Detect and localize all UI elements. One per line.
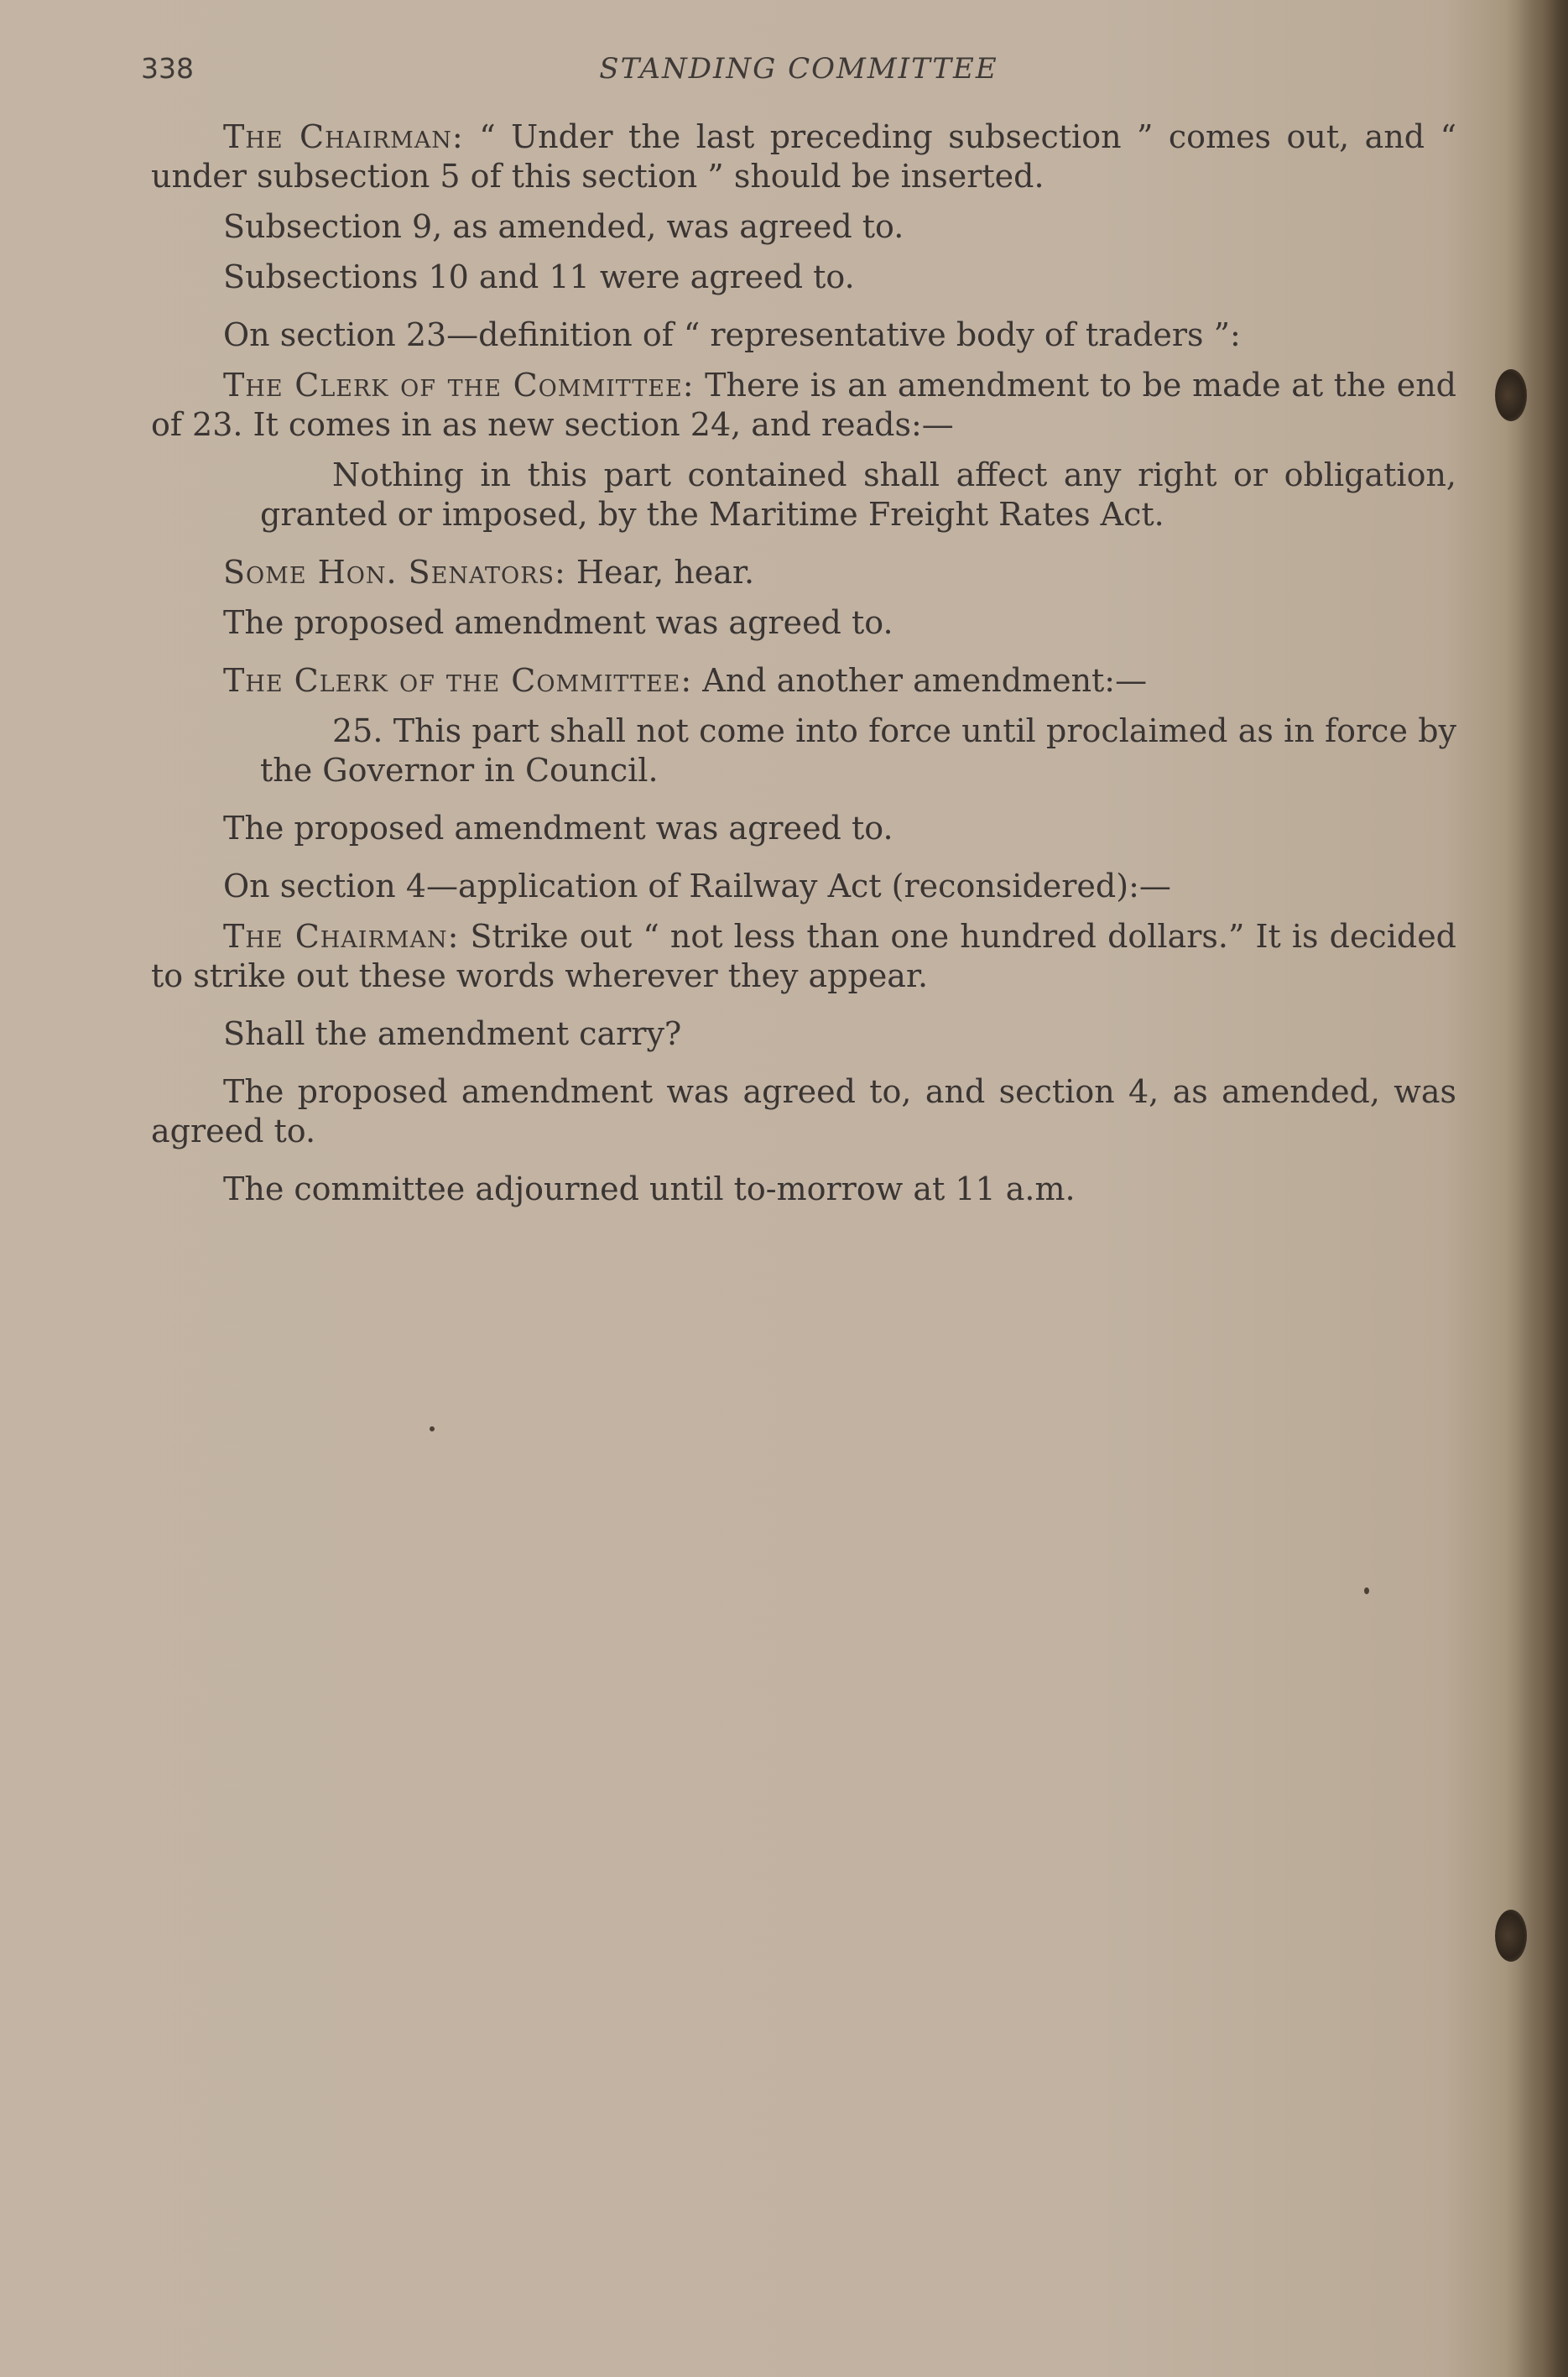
paragraph	[151, 603, 1456, 643]
speaker-name: The Chairman:	[223, 918, 460, 955]
paragraph-text: On section 4—application of Railway Act (reconsidered):—	[223, 868, 1171, 904]
running-head: STANDING COMMITTEE	[599, 52, 998, 86]
paragraph-text: The committee adjourned until to-morrow at 11 a.m.	[223, 1170, 1076, 1207]
paragraph-text: 25. This part shall not come into force until proclaimed as in force by the Governor in Council.	[260, 712, 1456, 789]
paragraph-text: Hear, hear.	[565, 554, 755, 591]
paragraph	[151, 553, 1456, 592]
paragraph	[151, 809, 1456, 848]
paragraph	[151, 315, 1456, 355]
paragraph-text: Nothing in this part contained shall affect any right or obligation, granted or imposed, by the Maritime Freight Rates Act.	[260, 456, 1456, 533]
paragraph-text: “ Under the last preceding subsection ” comes out, and “ under subsection 5 of this section ” should be inserted.	[151, 118, 1456, 195]
paragraph-text: Shall the amendment carry?	[223, 1015, 682, 1052]
paragraph-text: Subsections 10 and 11 were agreed to.	[223, 258, 855, 295]
paragraph	[151, 366, 1456, 445]
paragraph	[151, 661, 1456, 701]
page-number: 338	[141, 52, 194, 85]
paragraph	[151, 917, 1456, 996]
paragraph	[151, 258, 1456, 297]
paragraph-text: The proposed amendment was agreed to, and section 4, as amended, was agreed to.	[151, 1073, 1456, 1149]
paragraph	[151, 867, 1456, 906]
paper-speck	[1364, 1587, 1369, 1594]
page-header	[141, 52, 1456, 94]
paragraph-text: Subsection 9, as amended, was agreed to.	[223, 208, 904, 245]
paragraph-text: The proposed amendment was agreed to.	[223, 604, 893, 641]
speaker-name: The Clerk of the Committee:	[223, 367, 695, 404]
quoted-amendment	[260, 456, 1456, 534]
binding-hole-bottom	[1495, 1910, 1527, 1962]
speaker-name: The Clerk of the Committee:	[223, 662, 693, 699]
paragraph	[151, 1072, 1456, 1151]
body-text	[151, 117, 1456, 1220]
paragraph-text: On section 23—definition of “ representative body of traders ”:	[223, 316, 1241, 353]
paragraph-text: There is an amendment to be made at the end of 23. It comes in as new section 24, and reads:—	[151, 367, 1456, 443]
speaker-name: The Chairman:	[223, 118, 464, 155]
binding-hole-top	[1495, 369, 1527, 421]
page-edge-shadow	[1518, 0, 1568, 2377]
paragraph	[151, 207, 1456, 247]
speaker-name: Some Hon. Senators:	[223, 554, 566, 591]
paragraph-text: Strike out “ not less than one hundred dollars.” It is decided to strike out these words wherever they appear.	[151, 918, 1457, 994]
paragraph	[151, 1014, 1456, 1054]
paragraph-text: The proposed amendment was agreed to.	[223, 810, 893, 847]
paper-speck	[430, 1426, 435, 1431]
paragraph	[151, 1170, 1456, 1209]
paragraph-text: And another amendment:—	[692, 662, 1148, 699]
paragraph	[151, 117, 1456, 196]
quoted-amendment	[260, 712, 1456, 790]
